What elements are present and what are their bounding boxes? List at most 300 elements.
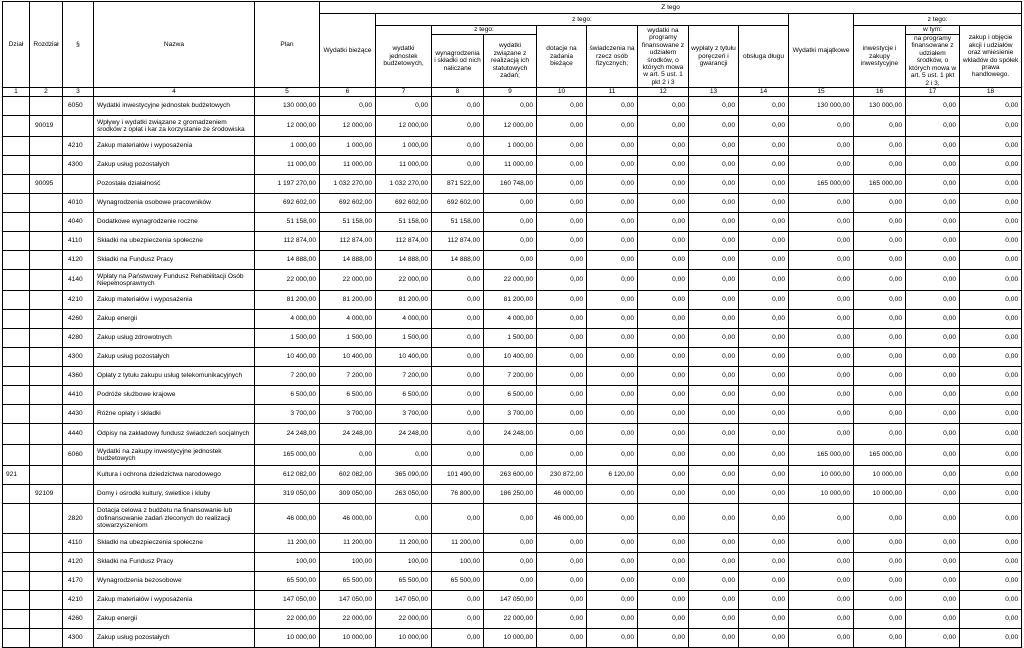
cell-nazwa: Składki na Fundusz Pracy	[94, 251, 255, 270]
cell-value: 81 200,00	[320, 291, 376, 310]
cell-value: 0,00	[689, 424, 739, 445]
cell-paragraf: 4120	[63, 251, 94, 270]
cell-value: 3 700,00	[255, 405, 320, 424]
cell-value: 0,00	[537, 445, 587, 466]
cell-value: 0,00	[789, 291, 854, 310]
cell-value: 0,00	[432, 156, 484, 175]
header-rozdzial: Rozdział	[30, 2, 63, 88]
cell-value: 3 700,00	[484, 405, 537, 424]
header-wynagrodzenia: wynagrodzenia i składki od nich naliczane	[432, 35, 484, 88]
cell-value: 0,00	[537, 610, 587, 629]
cell-value: 0,00	[960, 367, 1022, 386]
cell-value: 0,00	[587, 504, 638, 534]
cell-value: 0,00	[854, 291, 906, 310]
cell-value: 0,00	[789, 629, 854, 648]
cell-value: 0,00	[789, 329, 854, 348]
header-inwestycje: inwestycje i zakupy inwestycyjne	[854, 26, 906, 88]
cell-value: 0,00	[960, 610, 1022, 629]
cell-rozdzial	[30, 367, 63, 386]
cell-value: 22 000,00	[484, 270, 537, 291]
cell-nazwa: Opłaty z tytułu zakupu usług telekomunikacyjnych	[94, 367, 255, 386]
cell-value: 0,00	[789, 116, 854, 137]
cell-value: 0,00	[537, 534, 587, 553]
cell-value: 0,00	[689, 348, 739, 367]
column-number: 15	[789, 88, 854, 97]
cell-value: 0,00	[689, 534, 739, 553]
cell-value: 0,00	[484, 445, 537, 466]
cell-value: 0,00	[739, 291, 789, 310]
cell-value: 0,00	[960, 485, 1022, 504]
cell-value: 0,00	[906, 232, 960, 251]
cell-value: 10 400,00	[484, 348, 537, 367]
cell-rozdzial	[30, 251, 63, 270]
cell-value: 4 000,00	[484, 310, 537, 329]
cell-value: 0,00	[739, 572, 789, 591]
cell-value: 0,00	[854, 116, 906, 137]
cell-paragraf: 4300	[63, 348, 94, 367]
cell-value: 0,00	[906, 367, 960, 386]
cell-value: 0,00	[689, 270, 739, 291]
column-number: 12	[638, 88, 689, 97]
cell-value: 0,00	[432, 291, 484, 310]
cell-dzial	[3, 175, 30, 194]
cell-value: 0,00	[960, 291, 1022, 310]
header-dotacje: dotacje na zadania bieżące	[537, 26, 587, 88]
cell-value: 14 888,00	[432, 251, 484, 270]
cell-rozdzial	[30, 386, 63, 405]
cell-value: 0,00	[587, 270, 638, 291]
column-number: 10	[537, 88, 587, 97]
cell-value: 65 500,00	[320, 572, 376, 591]
cell-value: 165 000,00	[854, 445, 906, 466]
cell-dzial	[3, 291, 30, 310]
cell-value: 0,00	[789, 553, 854, 572]
cell-value: 0,00	[432, 424, 484, 445]
cell-value: 0,00	[689, 251, 739, 270]
cell-value: 130 000,00	[789, 97, 854, 116]
cell-value: 0,00	[960, 156, 1022, 175]
cell-value: 10 000,00	[320, 629, 376, 648]
cell-paragraf: 4440	[63, 424, 94, 445]
cell-value: 4 000,00	[255, 310, 320, 329]
table-row	[3, 629, 1022, 648]
cell-value: 7 200,00	[320, 367, 376, 386]
cell-value: 0,00	[376, 445, 432, 466]
cell-rozdzial	[30, 194, 63, 213]
cell-value: 0,00	[906, 310, 960, 329]
cell-value: 165 000,00	[789, 445, 854, 466]
cell-nazwa: Podróże służbowe krajowe	[94, 386, 255, 405]
cell-value: 0,00	[906, 534, 960, 553]
cell-dzial	[3, 213, 30, 232]
cell-value: 0,00	[789, 386, 854, 405]
cell-value: 0,00	[689, 610, 739, 629]
cell-paragraf: 4210	[63, 591, 94, 610]
cell-value: 7 200,00	[255, 367, 320, 386]
cell-value: 0,00	[587, 194, 638, 213]
cell-value: 7 200,00	[484, 367, 537, 386]
cell-value: 22 000,00	[376, 270, 432, 291]
cell-value: 24 248,00	[255, 424, 320, 445]
header-dzial: Dział	[3, 2, 30, 88]
cell-value: 147 050,00	[255, 591, 320, 610]
cell-value: 0,00	[689, 291, 739, 310]
cell-value: 3 700,00	[320, 405, 376, 424]
column-number: 17	[906, 88, 960, 97]
cell-value: 1 000,00	[484, 137, 537, 156]
cell-value: 0,00	[960, 504, 1022, 534]
header-plan: Plan	[255, 2, 320, 88]
cell-nazwa: Składki na Fundusz Pracy	[94, 553, 255, 572]
column-number: 3	[63, 88, 94, 97]
cell-value: 51 158,00	[320, 213, 376, 232]
cell-nazwa: Domy i ośrodki kultury, świetlice i kluby	[94, 485, 255, 504]
cell-value: 0,00	[739, 534, 789, 553]
cell-value: 46 000,00	[320, 504, 376, 534]
cell-value: 0,00	[960, 175, 1022, 194]
cell-value: 0,00	[537, 270, 587, 291]
cell-value: 0,00	[537, 424, 587, 445]
cell-value: 0,00	[906, 251, 960, 270]
cell-nazwa: Różne opłaty i składki	[94, 405, 255, 424]
cell-paragraf: 4210	[63, 291, 94, 310]
cell-paragraf: 4120	[63, 553, 94, 572]
column-number: 14	[739, 88, 789, 97]
cell-value: 1 197 270,00	[255, 175, 320, 194]
cell-value: 0,00	[537, 116, 587, 137]
cell-value: 12 000,00	[255, 116, 320, 137]
cell-nazwa: Wynagrodzenia osobowe pracowników	[94, 194, 255, 213]
table-row	[3, 591, 1022, 610]
cell-value: 0,00	[638, 466, 689, 485]
cell-value: 10 000,00	[854, 485, 906, 504]
cell-value: 0,00	[587, 137, 638, 156]
cell-value: 0,00	[689, 504, 739, 534]
cell-rozdzial	[30, 329, 63, 348]
cell-rozdzial	[30, 213, 63, 232]
cell-nazwa: Kultura i ochrona dziedzictwa narodowego	[94, 466, 255, 485]
cell-paragraf: 4010	[63, 194, 94, 213]
cell-dzial	[3, 610, 30, 629]
cell-value: 12 000,00	[376, 116, 432, 137]
cell-value: 0,00	[587, 591, 638, 610]
cell-rozdzial	[30, 534, 63, 553]
cell-value: 0,00	[906, 270, 960, 291]
cell-value: 0,00	[854, 591, 906, 610]
cell-value: 0,00	[638, 405, 689, 424]
cell-value: 0,00	[789, 310, 854, 329]
cell-value: 0,00	[739, 591, 789, 610]
cell-value: 0,00	[854, 348, 906, 367]
cell-value: 11 200,00	[432, 534, 484, 553]
header-wydatki-programy: wydatki na programy finansowane z udziałem środków, o których mowa w art. 5 ust. 1 pkt 2 i 3	[638, 26, 689, 88]
cell-rozdzial: 90095	[30, 175, 63, 194]
cell-dzial	[3, 572, 30, 591]
cell-value: 1 500,00	[376, 329, 432, 348]
cell-value: 0,00	[587, 629, 638, 648]
cell-value: 0,00	[739, 348, 789, 367]
cell-value: 0,00	[960, 137, 1022, 156]
cell-value: 365 090,00	[376, 466, 432, 485]
cell-paragraf: 4410	[63, 386, 94, 405]
cell-value: 0,00	[789, 367, 854, 386]
cell-paragraf: 2820	[63, 504, 94, 534]
cell-value: 0,00	[689, 97, 739, 116]
cell-value: 46 000,00	[537, 485, 587, 504]
table-row	[3, 213, 1022, 232]
cell-value: 0,00	[739, 553, 789, 572]
cell-paragraf	[63, 466, 94, 485]
cell-value: 0,00	[854, 610, 906, 629]
cell-value: 0,00	[432, 386, 484, 405]
cell-value: 0,00	[739, 485, 789, 504]
cell-value: 0,00	[376, 504, 432, 534]
cell-value: 0,00	[689, 213, 739, 232]
cell-value: 0,00	[638, 156, 689, 175]
cell-value: 0,00	[906, 137, 960, 156]
cell-value: 0,00	[587, 445, 638, 466]
cell-value: 6 500,00	[484, 386, 537, 405]
cell-value: 871 522,00	[432, 175, 484, 194]
cell-value: 0,00	[960, 386, 1022, 405]
cell-paragraf: 4300	[63, 629, 94, 648]
table-row	[3, 175, 1022, 194]
cell-paragraf: 4040	[63, 213, 94, 232]
cell-value: 0,00	[587, 310, 638, 329]
cell-value: 0,00	[789, 137, 854, 156]
cell-value: 10 000,00	[484, 629, 537, 648]
cell-dzial	[3, 553, 30, 572]
cell-value: 0,00	[587, 97, 638, 116]
cell-value: 0,00	[432, 610, 484, 629]
cell-rozdzial	[30, 445, 63, 466]
cell-value: 0,00	[854, 424, 906, 445]
cell-value: 0,00	[960, 329, 1022, 348]
cell-value: 0,00	[906, 116, 960, 137]
cell-value: 0,00	[906, 156, 960, 175]
cell-value: 1 000,00	[255, 137, 320, 156]
column-number: 7	[376, 88, 432, 97]
header-wydatki-jednostek: wydatki jednostek budżetowych,	[376, 26, 432, 88]
column-number: 13	[689, 88, 739, 97]
cell-nazwa: Składki na ubezpieczenia społeczne	[94, 232, 255, 251]
cell-value: 0,00	[537, 194, 587, 213]
header-nazwa: Nazwa	[94, 2, 255, 88]
cell-value: 24 248,00	[320, 424, 376, 445]
cell-value: 0,00	[854, 504, 906, 534]
header-wyplaty: wypłaty z tytułu poręczeń i gwarancji	[689, 26, 739, 88]
cell-dzial	[3, 137, 30, 156]
cell-value: 0,00	[739, 629, 789, 648]
cell-value: 0,00	[854, 194, 906, 213]
cell-value: 165 000,00	[255, 445, 320, 466]
cell-value: 1 000,00	[376, 137, 432, 156]
column-number: 11	[587, 88, 638, 97]
cell-value: 0,00	[537, 629, 587, 648]
cell-paragraf: 4110	[63, 232, 94, 251]
cell-value: 0,00	[689, 466, 739, 485]
cell-paragraf: 4280	[63, 329, 94, 348]
cell-value: 0,00	[484, 251, 537, 270]
cell-value: 0,00	[960, 213, 1022, 232]
cell-value: 10 000,00	[789, 485, 854, 504]
cell-value: 1 000,00	[320, 137, 376, 156]
cell-value: 0,00	[432, 329, 484, 348]
cell-value: 0,00	[689, 232, 739, 251]
cell-value: 0,00	[789, 504, 854, 534]
cell-value: 10 400,00	[255, 348, 320, 367]
cell-value: 22 000,00	[484, 610, 537, 629]
cell-value: 0,00	[906, 348, 960, 367]
cell-value: 0,00	[739, 213, 789, 232]
cell-nazwa: Zakup energii	[94, 610, 255, 629]
cell-value: 0,00	[484, 553, 537, 572]
cell-value: 0,00	[854, 572, 906, 591]
table-row	[3, 232, 1022, 251]
cell-value: 692 602,00	[432, 194, 484, 213]
cell-value: 0,00	[320, 97, 376, 116]
cell-nazwa: Zakup materiałów i wyposażenia	[94, 591, 255, 610]
cell-value: 0,00	[789, 572, 854, 591]
table-row	[3, 405, 1022, 424]
cell-value: 0,00	[906, 213, 960, 232]
table-row	[3, 466, 1022, 485]
cell-value: 0,00	[638, 367, 689, 386]
cell-value: 0,00	[739, 137, 789, 156]
cell-value: 100,00	[255, 553, 320, 572]
table-row	[3, 156, 1022, 175]
cell-value: 0,00	[689, 572, 739, 591]
cell-dzial	[3, 251, 30, 270]
header-z-tego-mid: z tego:	[376, 14, 789, 26]
cell-value: 10 000,00	[255, 629, 320, 648]
cell-value: 0,00	[739, 270, 789, 291]
cell-nazwa: Zakup materiałów i wyposażenia	[94, 137, 255, 156]
cell-dzial	[3, 310, 30, 329]
cell-paragraf: 4210	[63, 137, 94, 156]
cell-dzial	[3, 348, 30, 367]
cell-value: 0,00	[689, 175, 739, 194]
cell-value: 0,00	[854, 137, 906, 156]
cell-value: 10 400,00	[320, 348, 376, 367]
cell-nazwa: Zakup usług pozostałych	[94, 348, 255, 367]
cell-value: 130 000,00	[255, 97, 320, 116]
cell-value: 65 500,00	[255, 572, 320, 591]
cell-value: 11 000,00	[255, 156, 320, 175]
cell-value: 0,00	[789, 405, 854, 424]
column-number: 2	[30, 88, 63, 97]
cell-value: 22 000,00	[255, 270, 320, 291]
cell-value: 0,00	[638, 610, 689, 629]
cell-value: 51 158,00	[432, 213, 484, 232]
cell-value: 0,00	[432, 270, 484, 291]
cell-value: 0,00	[739, 175, 789, 194]
header-w-tym: w tym:	[906, 26, 960, 35]
cell-value: 0,00	[906, 504, 960, 534]
cell-value: 0,00	[376, 97, 432, 116]
cell-value: 101 490,00	[432, 466, 484, 485]
cell-value: 0,00	[587, 572, 638, 591]
cell-value: 0,00	[739, 232, 789, 251]
cell-value: 0,00	[537, 553, 587, 572]
cell-dzial	[3, 629, 30, 648]
table-row	[3, 291, 1022, 310]
header-z-tego-majatkowe: z tego:	[854, 14, 1022, 26]
cell-value: 0,00	[537, 137, 587, 156]
cell-value: 0,00	[484, 213, 537, 232]
cell-value: 0,00	[960, 572, 1022, 591]
column-number: 8	[432, 88, 484, 97]
cell-value: 0,00	[689, 137, 739, 156]
cell-rozdzial	[30, 610, 63, 629]
cell-value: 0,00	[789, 232, 854, 251]
cell-value: 0,00	[854, 270, 906, 291]
cell-value: 46 000,00	[255, 504, 320, 534]
cell-value: 1 500,00	[320, 329, 376, 348]
cell-value: 0,00	[638, 213, 689, 232]
cell-rozdzial	[30, 572, 63, 591]
cell-value: 6 120,00	[587, 466, 638, 485]
cell-value: 0,00	[638, 175, 689, 194]
cell-value: 0,00	[906, 405, 960, 424]
cell-value: 263 600,00	[484, 466, 537, 485]
cell-value: 1 032 270,00	[376, 175, 432, 194]
column-number: 5	[255, 88, 320, 97]
cell-value: 14 888,00	[376, 251, 432, 270]
cell-nazwa: Zakup usług pozostałych	[94, 629, 255, 648]
cell-rozdzial	[30, 466, 63, 485]
cell-value: 0,00	[789, 534, 854, 553]
cell-value: 22 000,00	[320, 270, 376, 291]
cell-rozdzial	[30, 348, 63, 367]
cell-value: 24 248,00	[484, 424, 537, 445]
header-wydatki-biezace: Wydatki bieżące	[320, 14, 376, 88]
cell-value: 0,00	[854, 310, 906, 329]
cell-value: 12 000,00	[320, 116, 376, 137]
cell-value: 0,00	[432, 367, 484, 386]
cell-value: 147 050,00	[376, 591, 432, 610]
cell-rozdzial	[30, 156, 63, 175]
cell-rozdzial	[30, 629, 63, 648]
cell-value: 24 248,00	[376, 424, 432, 445]
cell-paragraf	[63, 485, 94, 504]
cell-value: 0,00	[537, 591, 587, 610]
cell-value: 0,00	[432, 116, 484, 137]
cell-value: 0,00	[906, 610, 960, 629]
cell-value: 10 000,00	[789, 466, 854, 485]
cell-rozdzial	[30, 405, 63, 424]
cell-value: 0,00	[906, 424, 960, 445]
cell-value: 0,00	[906, 386, 960, 405]
cell-nazwa: Wpływy i wydatki związane z gromadzeniem środków z opłat i kar za korzystanie ze środowiska	[94, 116, 255, 137]
cell-dzial	[3, 424, 30, 445]
table-row	[3, 367, 1022, 386]
cell-value: 0,00	[484, 194, 537, 213]
cell-value: 0,00	[689, 445, 739, 466]
cell-value: 0,00	[432, 137, 484, 156]
cell-value: 0,00	[906, 445, 960, 466]
cell-value: 230 872,00	[537, 466, 587, 485]
cell-value: 0,00	[537, 310, 587, 329]
cell-value: 0,00	[587, 424, 638, 445]
cell-paragraf: 4260	[63, 610, 94, 629]
cell-value: 0,00	[739, 116, 789, 137]
cell-value: 0,00	[432, 504, 484, 534]
table-row	[3, 610, 1022, 629]
table-row	[3, 137, 1022, 156]
cell-value: 11 000,00	[484, 156, 537, 175]
cell-dzial	[3, 116, 30, 137]
